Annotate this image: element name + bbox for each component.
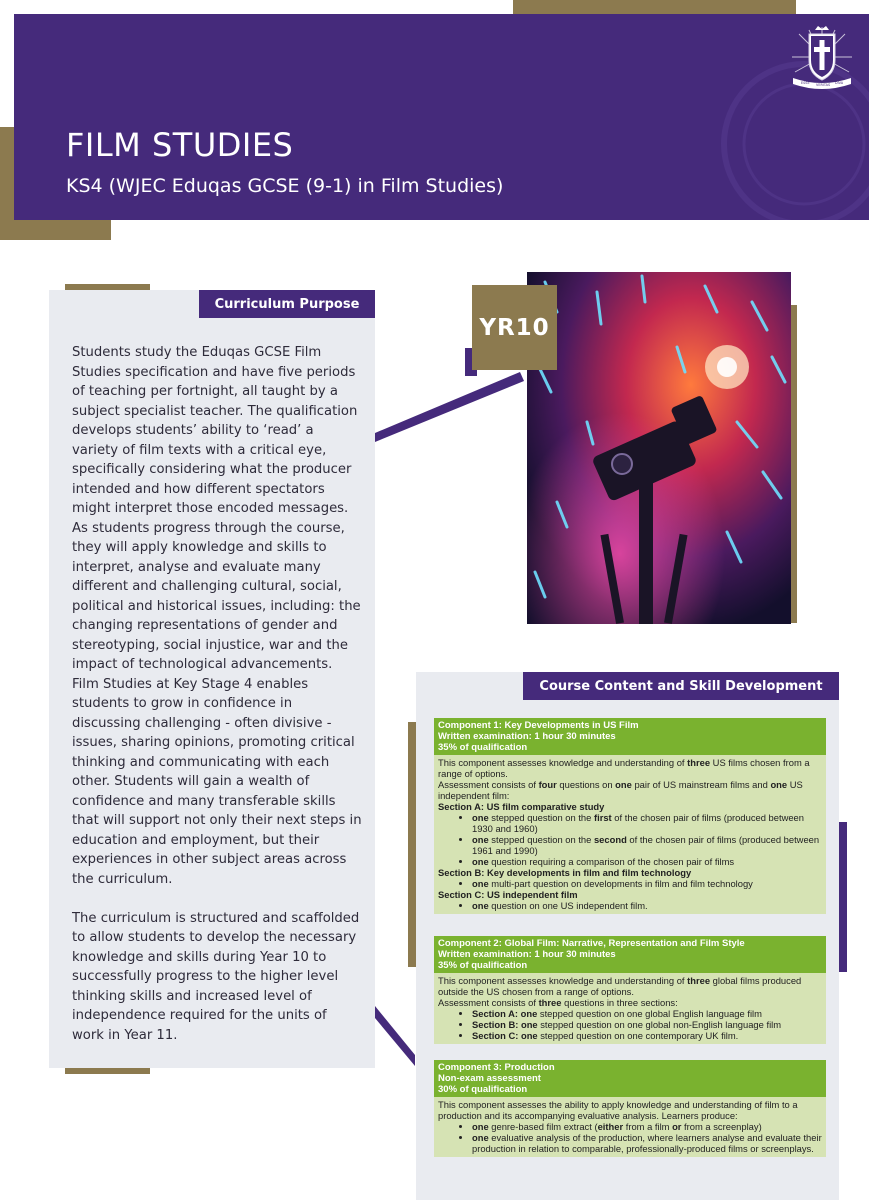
list-item: • one stepped question on the first of the chosen pair of films (produced between 1930 and 1960) — [472, 812, 822, 834]
component-2-intro: This component assesses knowledge and understanding of three global films produced outside the US chosen from a range of options. — [438, 975, 802, 997]
list-item: • one stepped question on the second of the chosen pair of films (produced between 1961 and 1990) — [472, 834, 822, 856]
component-1-exam: Written examination: 1 hour 30 minutes — [438, 731, 616, 742]
component-1-section-c: Section C: US independent film — [438, 889, 578, 900]
content-accent-right — [839, 822, 847, 972]
component-3-weight: 30% of qualification — [438, 1084, 528, 1095]
list-item: • one question on one US independent film. — [472, 900, 822, 911]
component-2-box — [434, 936, 826, 1044]
component-1-section-b: Section B: Key developments in film and film technology — [438, 867, 692, 878]
list-item: • one multi-part question on developments in film and film technology — [472, 878, 822, 889]
section-c-list — [438, 900, 822, 911]
crest-motto-left: ESSE — [801, 81, 810, 85]
list-item: • one question requiring a comparison of the chosen pair of films — [472, 856, 822, 867]
component-3-intro: This component assesses the ability to apply knowledge and understanding of film to a production and its accompanying evaluative analysis. Learners produce: — [438, 1099, 798, 1121]
component-3-body — [434, 1097, 826, 1157]
list-item: • one evaluative analysis of the production, where learners analyse and evaluate their production in relation to comparable, professionally-produced films or screenplays. — [472, 1132, 822, 1154]
component-2-exam: Written examination: 1 hour 30 minutes — [438, 949, 616, 960]
component-2-assessment: Assessment consists of three questions in three sections: — [438, 997, 678, 1008]
component-2-body — [434, 973, 826, 1044]
component-1-title: Component 1: Key Developments in US Film — [438, 720, 639, 731]
purpose-paragraph-2: The curriculum is structured and scaffolded to allow students to develop the necessary knowledge and skills during Year 10 to successfully progress to the higher level thinking skills and increased level of independence required for the units of work in Year 11. — [72, 910, 360, 1043]
connector-line-top — [375, 372, 524, 442]
page-title: FILM STUDIES — [66, 126, 294, 164]
crest-motto-center: VERITAS — [816, 83, 831, 87]
component-2-title: Component 2: Global Film: Narrative, Representation and Film Style — [438, 938, 745, 949]
component-3-box — [434, 1060, 826, 1157]
section-b-list — [438, 878, 822, 889]
component-1-header — [434, 718, 826, 755]
component-3-exam: Non-exam assessment — [438, 1073, 541, 1084]
list-item: • Section A: one stepped question on one global English language film — [472, 1008, 822, 1019]
film-camera-photo — [527, 272, 791, 624]
component-1-intro: This component assesses knowledge and understanding of three US films chosen from a range of options. — [438, 757, 810, 779]
list-item: • Section B: one stepped question on one global non-English language film — [472, 1019, 822, 1030]
crest-motto-right: DIVA — [835, 81, 844, 85]
component-1-weight: 35% of qualification — [438, 742, 528, 753]
component-2-list — [438, 1008, 822, 1041]
course-content-tab: Course Content and Skill Development — [523, 672, 839, 700]
component-3-header — [434, 1060, 826, 1097]
content-accent-left — [408, 722, 416, 967]
list-item: • Section C: one stepped question on one contemporary UK film. — [472, 1030, 822, 1041]
purpose-paragraph-1: Students study the Eduqas GCSE Film Studies specification and have five periods of teaching per fortnight, all taught by a subject specialist teacher. The qualification develops students’ ability to ‘read’ a variety of film texts with a critical eye, specifically considering what the producer intended and how different spectators might interpret those encoded messages. As students progress through the course, they will apply knowledge and skills to interpret, analyse and evaluate many different and challenging cultural, social, political and historical issues, including: the changing representations of gender and stereotyping, social injustice, war and the impact of technological advancements. Film Studies at Key Stage 4 enables students to grow in confidence in discussing challenging - often divisive - issues, sharing opinions, promoting critical thinking and communicating with each other. Students will gain a wealth of confidence and many transferable skills that will support not only their next steps in education and employment, but their experiences in other subject areas across the curriculum. — [72, 345, 362, 887]
component-1-body — [434, 755, 826, 914]
section-a-list — [438, 812, 822, 867]
component-2-header — [434, 936, 826, 973]
component-2-weight: 35% of qualification — [438, 960, 528, 971]
component-3-list — [438, 1121, 822, 1154]
component-1-box — [434, 718, 826, 914]
curriculum-purpose-tab: Curriculum Purpose — [199, 290, 375, 318]
photo-accent — [791, 305, 797, 623]
year-badge: YR10 — [472, 285, 557, 370]
connector-line-bottom — [375, 1006, 415, 1066]
page-subtitle: KS4 (WJEC Eduqas GCSE (9-1) in Film Studies) — [66, 175, 504, 197]
component-1-assessment: Assessment consists of four questions on one pair of US mainstream films and one US independent film: — [438, 779, 803, 801]
list-item: • one genre-based film extract (either from a film or from a screenplay) — [472, 1121, 822, 1132]
component-1-section-a: Section A: US film comparative study — [438, 801, 605, 812]
component-3-title: Component 3: Production — [438, 1062, 555, 1073]
